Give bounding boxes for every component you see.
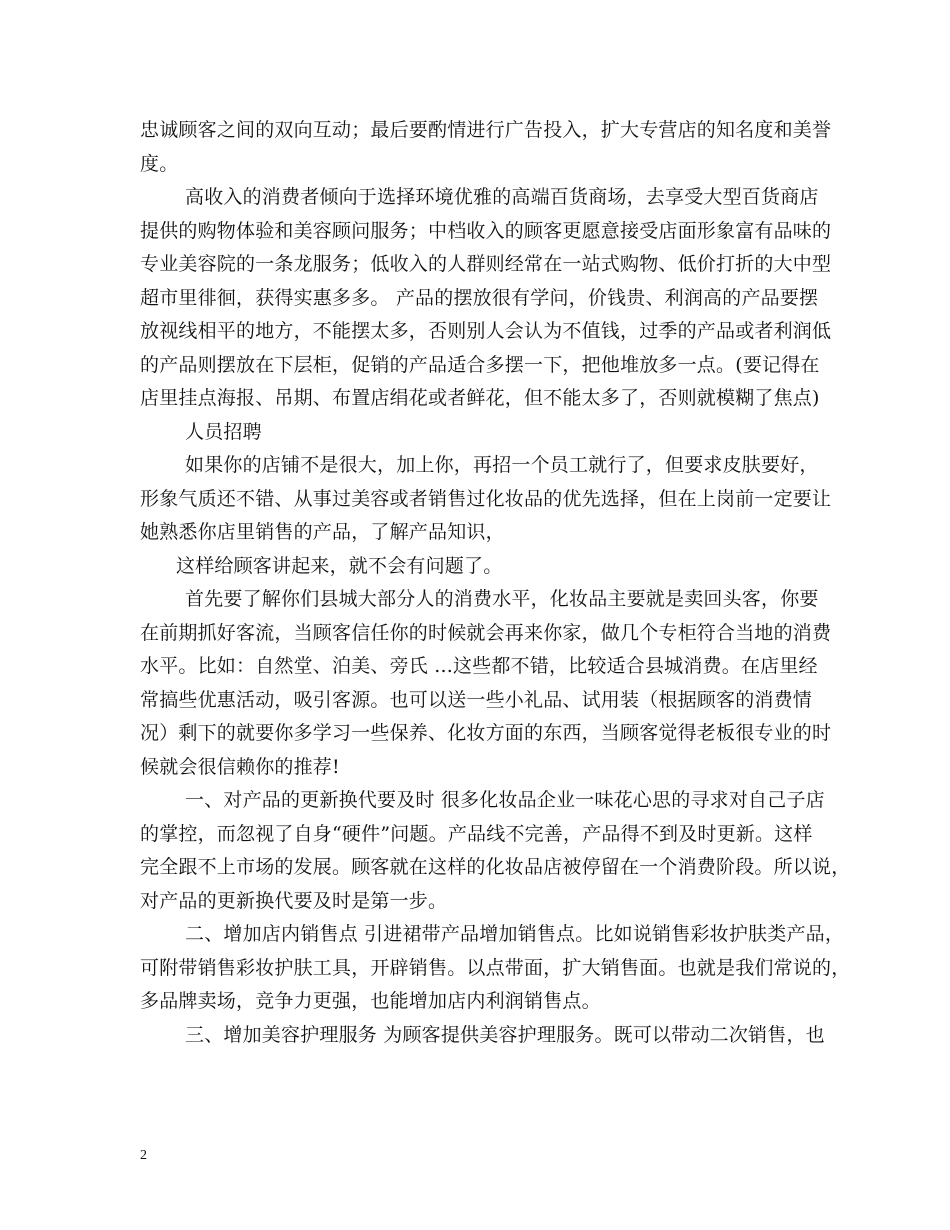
text-line: 可附带销售彩妆护肤工具，开辟销售。以点带面，扩大销售面。也就是我们常说的， bbox=[140, 956, 851, 979]
text-line: 完全跟不上市场的发展。顾客就在这样的化妆品店被停留在一个消费阶段。所以说， bbox=[140, 856, 851, 878]
body-text bbox=[140, 114, 851, 1052]
text-line: 她熟悉你店里销售的产品，了解产品知识， bbox=[140, 521, 505, 543]
text-line: 在前期抓好客流，当顾客信任你的时候就会再来你家，做几个专柜符合当地的消费 bbox=[140, 621, 832, 644]
text-line: 店里挂点海报、吊期、布置店绢花或者鲜花，但不能太多了，否则就模糊了焦点) bbox=[140, 387, 820, 409]
text-line: 提供的购物体验和美容顾问服务；中档收入的顾客更愿意接受店面形象富有品味的 bbox=[140, 219, 832, 242]
text-line: 超市里徘徊，获得实惠多多。 产品的摆放很有学问，价钱贵、利润高的产品要摆 bbox=[140, 286, 819, 309]
paragraph-start: 一、对产品的更新换代要及时 很多化妆品企业一味花心思的寻求对自己子店 bbox=[185, 789, 825, 811]
paragraph-start: 这样给顾客讲起来，就不会有问题了。 bbox=[176, 554, 503, 577]
text-line: 的掌控，而忽视了自身“硬件”问题。产品线不完善，产品得不到及时更新。这样 bbox=[140, 822, 813, 845]
text-line: 多品牌卖场，竞争力更强，也能增加店内利润销售点。 bbox=[140, 990, 601, 1012]
text-line: 对产品的更新换代要及时是第一步。 bbox=[140, 889, 448, 912]
paragraph-start: 二、增加店内销售点 引进裙带产品增加销售点。比如说销售彩妆护肤类产品， bbox=[185, 923, 845, 945]
text-line: 专业美容院的一条龙服务；低收入的人群则经常在一站式购物、低价打折的大中型 bbox=[140, 253, 832, 275]
text-line: 水平。比如：自然堂、泊美、旁氏 ...这些都不错，比较适合县城消费。在店里经 bbox=[140, 655, 818, 677]
text-line: 放视线相平的地方，不能摆太多，否则别人会认为不值钱，过季的产品或者利润低 bbox=[140, 320, 832, 342]
section-heading: 人员招聘 bbox=[185, 420, 262, 443]
text-line: 候就会很信赖你的推荐! bbox=[140, 755, 340, 778]
text-line: 的产品则摆放在下层柜，促销的产品适合多摆一下，把他堆放多一点。(要记得在 bbox=[140, 353, 820, 376]
text-line: 常搞些优惠活动，吸引客源。也可以送一些小礼品、试用装（根据顾客的消费情 bbox=[140, 688, 813, 711]
paragraph-start: 首先要了解你们县城大部分人的消费水平，化妆品主要就是卖回头客，你要 bbox=[185, 588, 819, 610]
text-line: 形象气质还不错、从事过美容或者销售过化妆品的优先选择，但在上岗前一定要让 bbox=[140, 487, 832, 510]
page-number: 2 bbox=[140, 1148, 147, 1163]
paragraph-start: 高收入的消费者倾向于选择环境优雅的高端百货商场，去享受大型百货商店 bbox=[185, 186, 819, 208]
text-line: 忠诚顾客之间的双向互动；最后要酌情进行广告投入，扩大专营店的知名度和美誉 bbox=[140, 119, 832, 141]
text-line: 度。 bbox=[140, 152, 179, 175]
text-line: 况）剩下的就要你多学习一些保养、化妆方面的东西，当顾客觉得老板很专业的时 bbox=[140, 722, 832, 744]
paragraph-start: 三、增加美容护理服务 为顾客提供美容护理服务。既可以带动二次销售，也 bbox=[185, 1023, 825, 1046]
paragraph-start: 如果你的店铺不是很大，加上你，再招一个员工就行了，但要求皮肤要好， bbox=[185, 454, 819, 476]
